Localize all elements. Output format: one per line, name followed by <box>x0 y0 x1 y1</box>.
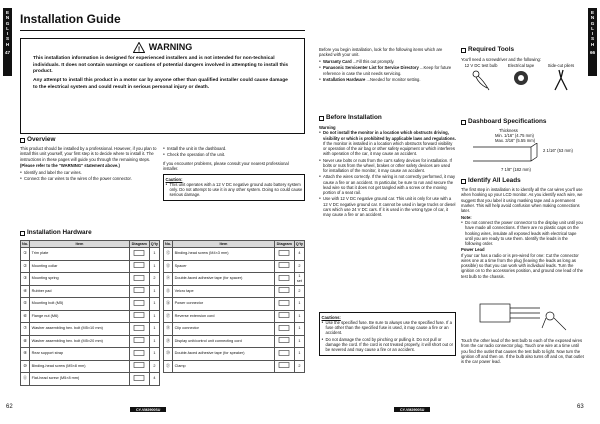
col-qty: Q'ty <box>150 241 158 246</box>
model-bar-left: CY-VM2900SU <box>130 407 166 412</box>
item-quantity: 2 <box>294 360 304 373</box>
dim-max: Max. 3/16" (5.55 mm) <box>495 138 536 143</box>
warning-heading: ! WARNING <box>33 42 292 53</box>
part-icon <box>132 274 146 282</box>
item-name: Flange nut (M6) <box>30 310 130 323</box>
test-bulb-icon <box>471 68 491 92</box>
page-number-right: 63 <box>577 404 584 410</box>
part-icon <box>277 261 291 269</box>
power-lead-title: Power Lead <box>461 247 485 253</box>
table-row <box>164 273 305 286</box>
overview-right-column <box>163 146 305 201</box>
part-icon <box>132 374 146 382</box>
caution-item: ● Do not damage the cord by pinching or pulling it. Do not pull or damage the cord. If the cord is not treated properly, it will short out or be severed and may cause a fire or an accident. <box>322 337 454 353</box>
col-diagram: Diagram <box>274 241 294 248</box>
item-number: ⑦ <box>21 323 30 336</box>
table-row <box>164 260 305 273</box>
item-diagram <box>129 323 149 336</box>
col-item: Item <box>173 241 275 248</box>
item-name: Washer assembling hex. bolt (M5×10 mm) <box>30 323 130 336</box>
item-quantity: 2 <box>294 260 304 273</box>
tool-test-bulb: 12 V DC test bulb <box>461 63 501 94</box>
cautions-box <box>319 312 456 356</box>
item-number: ⑪ <box>21 373 30 386</box>
item-number: ⑧ <box>21 335 30 348</box>
item-number: ⑭ <box>164 273 173 286</box>
item-number: ⑯ <box>164 298 173 311</box>
item-number: ⑳ <box>164 348 173 361</box>
item-number: ① <box>21 248 30 261</box>
part-icon <box>132 361 146 369</box>
dim-min: Min. 1/16" (4.75 mm) <box>495 133 534 138</box>
hardware-heading: Installation Hardware <box>20 229 92 237</box>
part-icon <box>277 336 291 344</box>
part-icon <box>132 336 146 344</box>
item-diagram <box>129 273 149 286</box>
item-quantity: 1 <box>149 285 159 298</box>
item-quantity: 2 <box>149 273 159 286</box>
caution-item: ● Use the specified fuse. Be sure to always use the specified fuse. If a fuse other than the specified fuse is used, it may cause a fire or an accident. <box>322 320 454 336</box>
checkbox-icon <box>20 231 25 236</box>
item-name: Clip connector <box>173 323 275 336</box>
col-qty: Q'ty <box>295 241 303 246</box>
checkbox-icon <box>461 48 466 53</box>
warning-item: ● Do not install the monitor in a location which obstructs driving, visibility or which is prohibited by applicable laws and regulations. If the monitor is installed in a location which obstructs forward visibility or operation of the air bag or other safety equipment or which interferes with operation of the car, it may cause an accident. <box>319 130 456 156</box>
item-name: Binding-head screw (M4×3 mm) <box>173 248 275 261</box>
item-diagram <box>274 285 294 298</box>
table-row <box>164 310 305 323</box>
item-number: ⑬ <box>164 260 173 273</box>
packing-item: ● Panasonic Servicenter List for Service Directory ...Keep for future reference in case the unit needs servicing. <box>319 65 456 76</box>
col-item: Item <box>30 241 130 248</box>
part-icon <box>132 286 146 294</box>
part-icon <box>277 274 291 282</box>
item-name: Mounting collar <box>30 260 130 273</box>
warning-item: ● Attach the wires correctly. If the wiring is not correctly performed, it may cause a fire or an accident. In particular, be sure to run and secure the lead wire so that it does not get tangled with a screw or the moving portion of a seat rail. <box>319 174 456 195</box>
table-row <box>164 248 305 261</box>
item-name: Trim plate <box>30 248 130 261</box>
item-diagram <box>129 285 149 298</box>
item-quantity: 2 <box>294 285 304 298</box>
table-row <box>21 285 160 298</box>
col-no: No. <box>165 241 172 246</box>
item-diagram <box>274 335 294 348</box>
item-number: ⑤ <box>21 298 30 311</box>
item-quantity: 1 <box>294 335 304 348</box>
warning-label: Warning <box>319 125 336 130</box>
item-diagram <box>129 348 149 361</box>
item-diagram <box>274 310 294 323</box>
item-number: ⑩ <box>21 360 30 373</box>
tool-electrical-tape: Electrical tape <box>501 63 541 94</box>
hardware-table-right <box>163 240 305 373</box>
table-row <box>164 323 305 336</box>
part-icon <box>277 249 291 257</box>
page-title: Installation Guide <box>20 12 121 26</box>
caution-title: Caution: <box>165 176 183 182</box>
item-number: ⑥ <box>21 310 30 323</box>
item-number: ⑲ <box>164 335 173 348</box>
item-quantity: 4 <box>294 248 304 261</box>
part-icon <box>132 299 146 307</box>
item-diagram <box>129 248 149 261</box>
item-name: Washer assembling hex. bolt (M5×20 mm) <box>30 335 130 348</box>
language-tab-left: E N G L I S H 47 <box>3 8 12 76</box>
table-row <box>21 348 160 361</box>
part-icon <box>132 311 146 319</box>
item-quantity: 1 <box>294 298 304 311</box>
packing-item: ● Installation Hardware ...Needed for monitor setting. <box>319 77 456 82</box>
item-name: Mounting spring <box>30 273 130 286</box>
table-row <box>164 348 305 361</box>
item-quantity: 1 set <box>294 273 304 286</box>
page-number-left: 62 <box>6 404 13 410</box>
overview-extra: If you encounter problems, please consult your nearest professional installer. <box>163 160 289 171</box>
dashboard-cutout-drawing <box>471 143 539 165</box>
packing-list <box>319 47 456 83</box>
note-title: Note: <box>461 214 472 220</box>
part-icon <box>277 299 291 307</box>
item-quantity: 1 <box>149 335 159 348</box>
tool-side-cut-pliers: Side-cut pliers <box>541 63 581 94</box>
item-name: Flat-head screw (M5×8 mm) <box>30 373 130 386</box>
part-icon <box>277 324 291 332</box>
part-icon <box>277 311 291 319</box>
overview-bullet: ● Check the operation of the unit. <box>163 152 305 157</box>
item-diagram <box>129 373 149 386</box>
item-diagram <box>274 348 294 361</box>
col-no: No. <box>22 241 29 246</box>
table-row <box>21 310 160 323</box>
packing-item: ● Warranty Card ...Fill this out promptly. <box>319 59 456 64</box>
item-name: Velcro tape <box>173 285 275 298</box>
table-row <box>164 285 305 298</box>
table-row <box>164 298 305 311</box>
warning-paragraph-2: Any attempt to install this product in a motor car by anyone other than qualified installer could cause damage to the electrical system and could result in serious personal injury or death. <box>33 78 288 90</box>
item-quantity: 1 <box>149 310 159 323</box>
item-quantity: 1 <box>149 348 159 361</box>
part-icon <box>132 261 146 269</box>
caution-box <box>163 174 305 201</box>
tape-icon <box>511 68 531 88</box>
table-row <box>21 248 160 261</box>
item-diagram <box>274 248 294 261</box>
item-name: Reverse extension cord <box>173 310 275 323</box>
item-diagram <box>129 298 149 311</box>
item-name: Mounting bolt (M5) <box>30 298 130 311</box>
warning-triangle-icon <box>133 42 145 53</box>
item-diagram <box>274 323 294 336</box>
part-icon <box>277 361 291 369</box>
checkbox-icon <box>461 179 466 184</box>
overview-bullet: ● Connect the car wires to the wires of the power connector. <box>20 176 158 181</box>
col-diagram: Diagram <box>129 241 149 248</box>
item-name: Clamp <box>173 360 275 373</box>
table-row <box>21 298 160 311</box>
packing-intro: Before you begin installation, look for the following items which are packed with your unit. <box>319 47 443 58</box>
checkbox-icon <box>20 138 25 143</box>
note-text: ● Do not connect the power connector to the display unit until you have made all connections. If there are no plastic caps on the hooking wires, insulate all exposed leads with electrical tape until you are ready to use them. Identify the leads in the following order. <box>461 220 585 246</box>
required-tools-heading: Required Tools <box>461 46 514 54</box>
before-installation-heading: Before Installation <box>319 114 382 122</box>
part-icon <box>132 324 146 332</box>
svg-text:!: ! <box>137 46 140 54</box>
title-rule <box>20 30 305 31</box>
item-number: ⑮ <box>164 285 173 298</box>
part-icon <box>132 249 146 257</box>
item-number: ⑨ <box>21 348 30 361</box>
item-name: Rubber pad <box>30 285 130 298</box>
item-quantity: 4 <box>149 373 159 386</box>
item-diagram <box>274 360 294 373</box>
table-row <box>21 273 160 286</box>
item-quantity: 1 <box>149 298 159 311</box>
dashboard-diagram <box>461 128 586 174</box>
item-name: Spacer <box>173 260 275 273</box>
dim-height: 2 1/16" (53 mm) <box>543 148 573 153</box>
table-row <box>21 260 160 273</box>
item-diagram <box>129 360 149 373</box>
test-bulb-text: Touch the other lead of the test bulb to each of the exposed wires from the car radio connector plug. Touch one wire at a time until you find the outlet that causes the test bulb to light. Now turn the ignition off and then on. If the bulb also turns off and on, that outlet is the car power lead. <box>461 338 584 364</box>
overview-heading: Overview <box>20 136 55 144</box>
item-number: ② <box>21 260 30 273</box>
table-row <box>21 373 160 386</box>
item-diagram <box>129 335 149 348</box>
item-quantity: 1 <box>149 323 159 336</box>
item-quantity: 2 <box>149 360 159 373</box>
item-number: ③ <box>21 273 30 286</box>
item-diagram <box>274 273 294 286</box>
before-installation-body <box>319 125 456 218</box>
item-quantity: 1 <box>149 248 159 261</box>
item-diagram <box>129 260 149 273</box>
identify-leads-body <box>461 187 585 280</box>
item-diagram <box>274 298 294 311</box>
item-quantity: 1 <box>149 260 159 273</box>
item-number: ⑱ <box>164 323 173 336</box>
item-name: Power connector <box>173 298 275 311</box>
dim-width: 7 1/8" (182 mm) <box>501 167 531 172</box>
overview-bullet: ● Install the unit in the dashboard. <box>163 146 305 151</box>
warning-item: ● Use with 12 V DC negative ground car. This unit is only for use with a 12 V DC negative ground car. It cannot be used in large trucks or diesel cars which use 24 V DC cars. If it is used in the wrong type of car, it may cause a fire or an accident. <box>319 196 456 217</box>
table-row <box>21 360 160 373</box>
item-diagram <box>129 310 149 323</box>
item-name: Rear support strap <box>30 348 130 361</box>
caution-bullet: ● This unit operates with a 12 V DC negative ground auto battery system only. Do not attempt to use it in any other system. Doing so could cause serious damage. <box>166 182 303 198</box>
item-quantity: 1 <box>294 348 304 361</box>
tools-list <box>461 63 581 94</box>
identify-leads-heading: Identify All Leads <box>461 177 521 185</box>
checkbox-icon <box>319 116 324 121</box>
overview-left-column <box>20 146 158 183</box>
overview-note: (Please refer to the "WARNING" statement above.) <box>20 163 120 169</box>
pliers-icon <box>550 68 572 92</box>
item-number: ⑫ <box>164 248 173 261</box>
part-icon <box>277 286 291 294</box>
model-bar-right: CY-VM2900SU <box>394 407 430 412</box>
item-name: Double-faced adhesive tape (for spacer) <box>173 273 275 286</box>
tools-intro: You'll need a screwdriver and the following: <box>461 57 542 62</box>
warning-paragraph-1: This installation information is designed for experienced installers and is not intended for non-technical individuals. It does not contain warnings or cautions of potential dangers involved in attempting to install this product. <box>33 56 289 74</box>
table-row <box>164 360 305 373</box>
overview-bullet: ● Identify and label the car wires. <box>20 170 158 175</box>
language-tab-right: E N G L I S H 66 <box>588 8 597 76</box>
part-icon <box>277 349 291 357</box>
power-lead-text: If your car has a radio or is pre-wired for one: Cut the connector wires one at a time from the plug (leaving the leads as long as possible) so that you can work with individual leads. Turn the ignition on to the accessories position, and ground one lead of the test bulb to the chassis. <box>461 252 583 279</box>
cautions-title: Cautions: <box>321 314 341 320</box>
item-number: ㉑ <box>164 360 173 373</box>
warning-box <box>20 38 305 134</box>
item-name: Double-faced adhesive tape (for speaker) <box>173 348 275 361</box>
item-number: ④ <box>21 285 30 298</box>
checkbox-icon <box>461 120 466 125</box>
item-quantity: 1 <box>294 323 304 336</box>
item-quantity: 1 <box>294 310 304 323</box>
hardware-table-left <box>20 240 160 386</box>
leads-text: The first step in installation is to identify all the car wires you'll use when hooking up your LCD monitor. As you identify each wire, we suggest that you label it using masking tape and a permanent marker. This will help avoid confusion when making connections later. <box>461 187 583 213</box>
table-row <box>21 323 160 336</box>
item-name: Binding-head screw (M5×8 mm) <box>30 360 130 373</box>
dim-thickness: Thickness <box>499 128 518 133</box>
item-diagram <box>274 260 294 273</box>
dashboard-spec-heading: Dashboard Specifications <box>461 118 546 126</box>
table-row <box>164 335 305 348</box>
item-name: Display unit/control unit connecting cord <box>173 335 275 348</box>
part-icon <box>132 349 146 357</box>
warning-item: ● Never use bolts or nuts from the car's safety devices for installation. If bolts or nuts from the wheel, brakes or other safety devices are used for installation of the monitor, it may cause an accident. <box>319 158 456 174</box>
test-bulb-wiring-diagram <box>478 296 573 334</box>
overview-text: This product should be installed by a professional. However, if you plan to install this unit yourself, your first step is to decide where to install it. The instructions in these pages will guide you through the remaining steps. <box>20 146 157 162</box>
item-number: ⑰ <box>164 310 173 323</box>
table-row <box>21 335 160 348</box>
